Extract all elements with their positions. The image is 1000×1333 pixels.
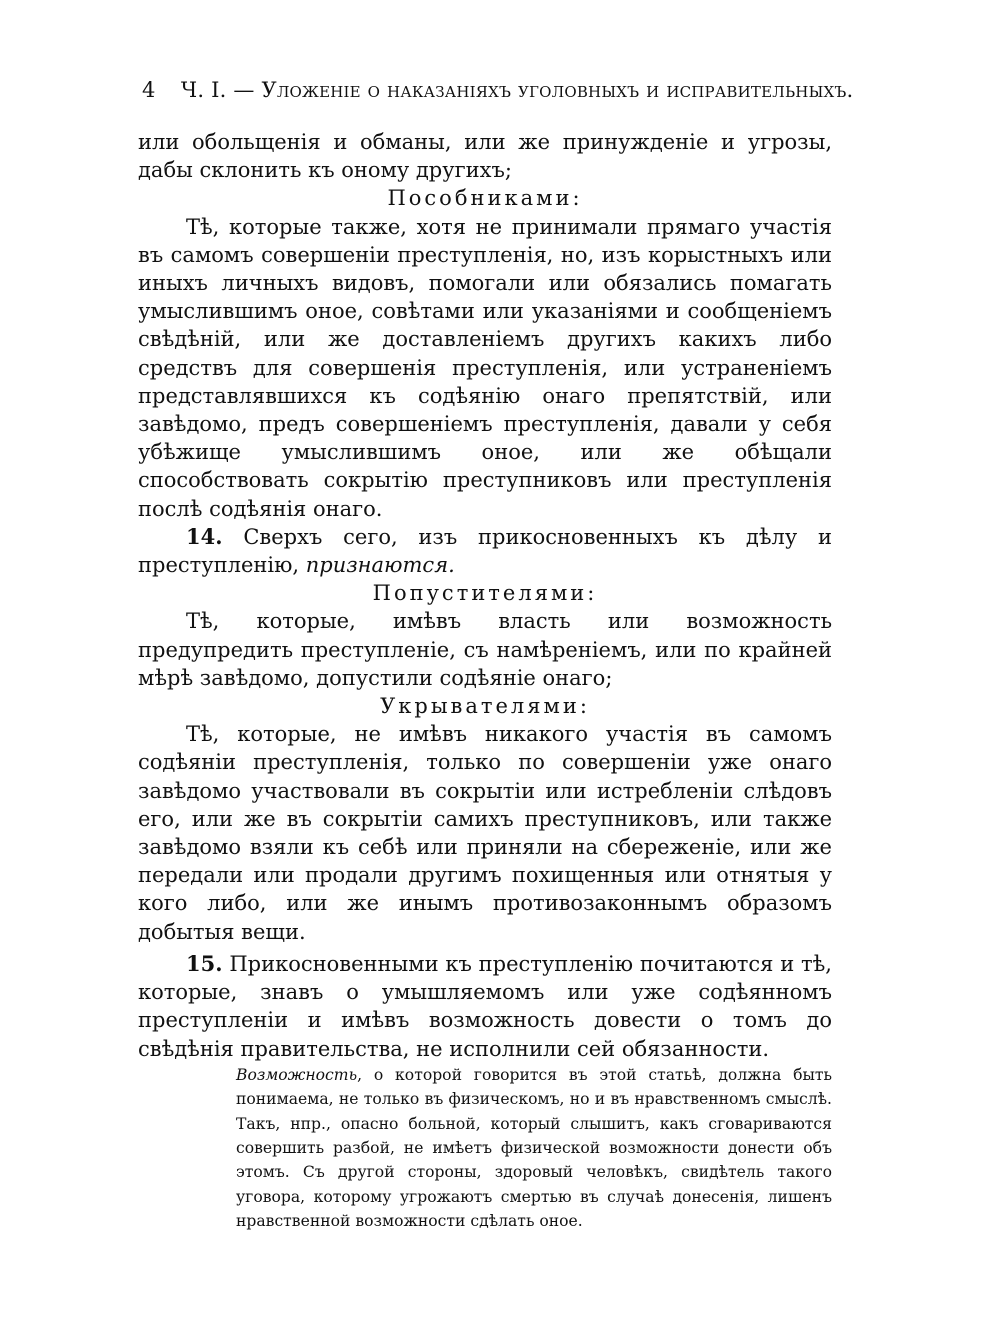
header-dash: — [233,78,255,102]
footnote [138,1063,832,1234]
paragraph-popustiteli: Тѣ, которые, имѣвъ власть или возможность предупредить преступленіе, съ намѣреніемъ, или по крайней мѣрѣ завѣдомо, допустили содѣяніе онаго; [138,609,832,690]
paragraph-intro: или обольщенія и обманы, или же принужденіе и угрозы, дабы склонить къ оному другихъ; [138,130,832,183]
article-15 [138,950,832,1063]
main-text [138,128,832,1234]
heading-posobniki: Пособниками: [387,186,583,211]
article-15-number: 15. [186,950,223,976]
article-15-text: Прикосновенными къ преступленію почитаются и тѣ, которые, знавъ о умышляемомъ или уже содѣянномъ преступленіи и имѣвъ возможность довести о томъ до свѣдѣнія правительства, не исполнили сей обязанности. [138,951,832,1061]
footnote-text: , о которой говорится въ этой статьѣ, должна быть понимаема, не только въ физическомъ, но и въ нравственномъ смыслѣ. Такъ, нпр., опасно больной, который слышитъ, какъ сговариваются совершить разбой, не имѣетъ физической возможности донести объ этомъ. Съ другой стороны, здоровый человѣкъ, свидѣтель такого уговора, которому угрожаютъ смертью въ случаѣ донесенія, лишенъ нравственной возможности сдѣлать оное. [236,1065,832,1231]
footnote-italic: Возможность [236,1065,358,1084]
paragraph-posobniki: Тѣ, которые также, хотя не принимали прямаго участія въ самомъ совершеніи преступленія, но, изъ корыстныхъ или иныхъ личныхъ видовъ, помогали или обязались помагать умыслившимъ оное, совѣтами или указаніями и сообщеніемъ свѣдѣній, или же доставленіемъ другихъ какихъ либо средствъ для совершенія преступленія, или устраненіемъ представлявшихся къ содѣянію онаго препятствій, или завѣдомо, предъ совершеніемъ преступленія, давали у себя убѣжище умыслившимъ оное, или же обѣщали способствовать сокрытію преступниковъ или преступленія послѣ содѣянія онаго. [138,214,832,521]
heading-popustiteli: Попустителями: [372,581,598,606]
part-label: Ч. I. [180,78,227,102]
article-14-italic: признаются. [305,553,455,578]
heading-ukryvateli: Укрывателями: [380,694,590,719]
article-14-text: Сверхъ сего, изъ прикосновенныхъ къ дѣлу и преступленію, [138,524,832,578]
article-14 [138,523,832,579]
running-title: Уложеніе о наказаніяхъ уголовныхъ и исправительныхъ. [261,78,854,102]
article-14-number: 14. [186,523,223,549]
paragraph-ukryvateli: Тѣ, которые, не имѣвъ никакого участія въ самомъ содѣяніи преступленія, только по совершеніи уже онаго завѣдомо участвовали въ сокрытіи или истребленіи слѣдовъ его, или же въ сокрытіи самихъ преступниковъ, или также завѣдомо взяли къ себѣ или приняли на сбереженіе, или же передали или продали другимъ похищенныя или отнятыя у кого либо, или же инымъ противозаконнымъ образомъ добытыя вещи. [138,722,832,944]
page-number: 4 [142,78,156,102]
running-head [142,78,854,102]
